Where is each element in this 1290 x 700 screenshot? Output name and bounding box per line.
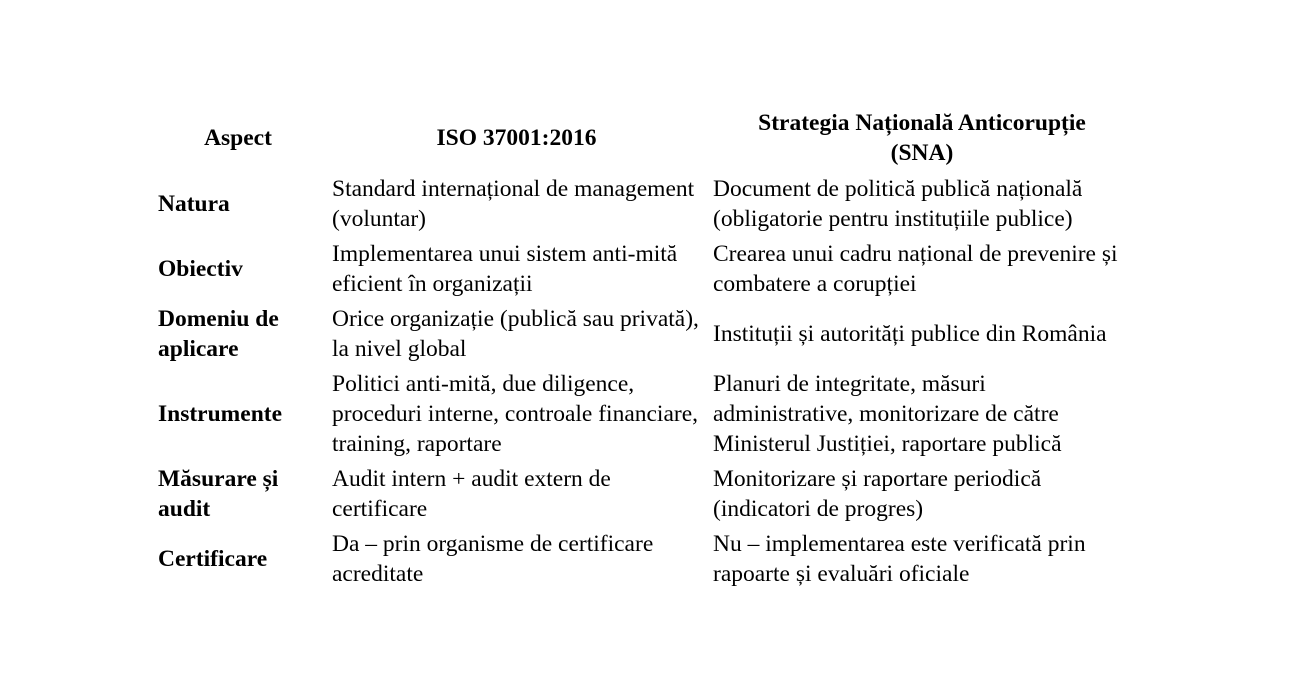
- row-sna-cell: Crearea unui cadru național de prevenire și combatere a corupției: [713, 241, 1118, 297]
- row-sna-cell: Document de politică publică națională (obligatorie pentru instituțiile publice): [713, 176, 1083, 232]
- table-row: [150, 367, 1137, 462]
- comparison-table: [150, 108, 1137, 592]
- table-header: [150, 108, 1137, 172]
- table-row: [150, 527, 1137, 592]
- table-row: [150, 302, 1137, 367]
- row-sna-cell: Nu – implementarea este verificată prin rapoarte și evaluări oficiale: [713, 531, 1086, 587]
- row-sna-cell: Planuri de integritate, măsuri administrative, monitorizare de către Ministerul Justiției, raportare publică: [713, 371, 1062, 457]
- table-row: [150, 237, 1137, 302]
- row-sna-cell: Monitorizare și raportare periodică (indicatori de progres): [713, 466, 1042, 522]
- row-iso-cell: Standard internațional de management (voluntar): [332, 176, 695, 232]
- row-aspect-cell: Domeniu de aplicare: [158, 306, 279, 362]
- row-aspect-cell: Certificare: [158, 546, 268, 572]
- table-row: [150, 172, 1137, 237]
- header-aspect: Aspect: [204, 125, 272, 151]
- header-row: [150, 108, 1137, 172]
- header-iso: ISO 37001:2016: [436, 125, 597, 151]
- row-aspect-cell: Natura: [158, 191, 230, 217]
- table-row: [150, 462, 1137, 527]
- header-sna: Strategia Națională Anticorupție (SNA): [758, 110, 1086, 166]
- row-aspect-cell: Măsurare și audit: [158, 466, 279, 522]
- row-aspect-cell: Obiectiv: [158, 256, 243, 282]
- row-iso-cell: Orice organizație (publică sau privată), la nivel global: [332, 306, 699, 362]
- row-iso-cell: Politici anti-mită, due diligence, proceduri interne, controale financiare, training, raportare: [332, 371, 699, 457]
- row-iso-cell: Implementarea unui sistem anti-mită eficient în organizații: [332, 241, 678, 297]
- row-iso-cell: Audit intern + audit extern de certificare: [332, 466, 611, 522]
- row-aspect-cell: Instrumente: [158, 401, 283, 427]
- row-sna-cell: Instituții și autorități publice din România: [713, 321, 1107, 347]
- table-body: [150, 172, 1137, 592]
- row-iso-cell: Da – prin organisme de certificare acreditate: [332, 531, 654, 587]
